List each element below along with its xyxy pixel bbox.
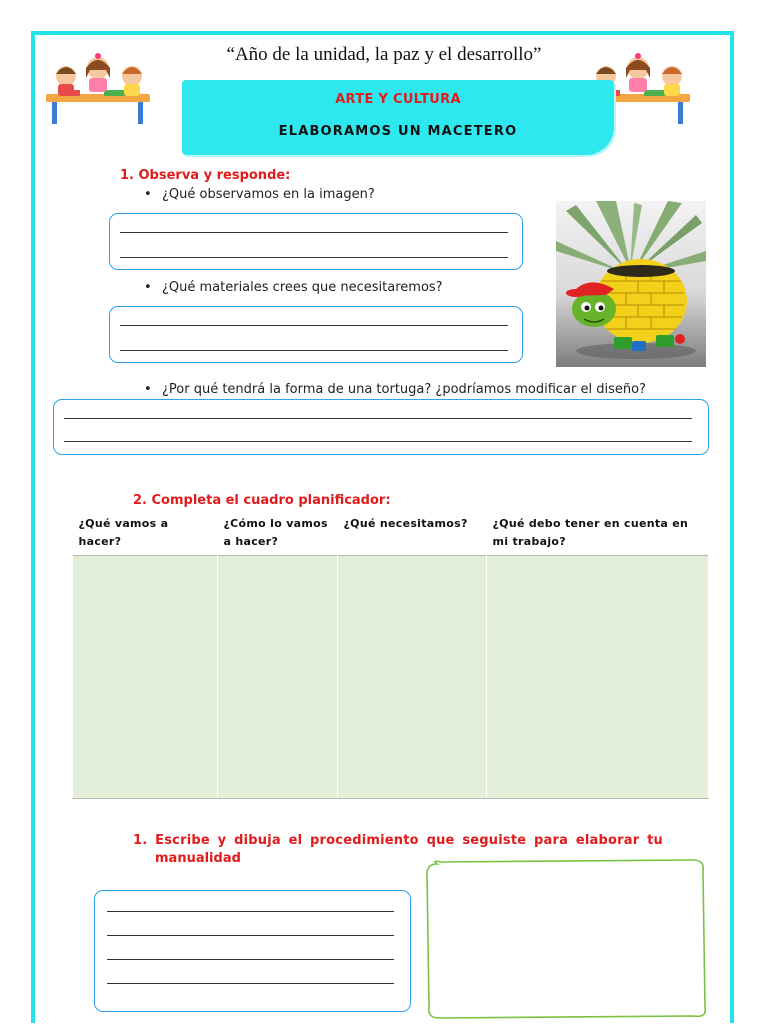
question-2-text: ¿Qué materiales crees que necesitaremos? <box>162 280 443 295</box>
section1-heading: 1. Observa y responde: <box>120 168 291 183</box>
question-3-text: ¿Por qué tendrá la forma de una tortuga? ¿podríamos modificar el diseño? <box>162 382 646 397</box>
answer-line <box>64 418 692 419</box>
answer-line <box>107 911 394 912</box>
question-1 <box>144 187 375 202</box>
question-2 <box>144 280 443 295</box>
activity-title: ELABORAMOS UN MACETERO <box>278 124 518 139</box>
answer-line <box>107 983 394 984</box>
answer-box-3[interactable] <box>53 399 709 455</box>
kids-illustration-left <box>42 50 154 128</box>
bullet-icon: • <box>144 382 152 397</box>
answer-box-1[interactable] <box>109 213 523 270</box>
column-header-needs: ¿Qué necesitamos? <box>343 517 468 530</box>
planning-table <box>72 512 709 799</box>
planning-cell-needs[interactable] <box>338 556 487 799</box>
question-1-text: ¿Qué observamos en la imagen? <box>162 187 375 202</box>
column-header-how: ¿Cómo lo vamos a hacer? <box>223 517 328 548</box>
answer-line <box>107 935 394 936</box>
column-header-consider: ¿Qué debo tener en cuenta en mi trabajo? <box>492 517 689 548</box>
section2-heading: 2. Completa el cuadro planificador: <box>133 493 391 508</box>
drawing-area[interactable] <box>423 858 709 1020</box>
question-3 <box>144 382 646 397</box>
procedure-text-box[interactable] <box>94 890 411 1012</box>
section3-heading: 1. Escribe y dibuja el procedimiento que seguiste para elaborar tu <box>133 833 663 848</box>
section3-heading-cont: manualidad <box>155 851 241 866</box>
answer-line <box>120 350 508 351</box>
bullet-icon: • <box>144 187 152 202</box>
planning-cell-consider[interactable] <box>487 556 709 799</box>
motto: “Año de la unidad, la paz y el desarrollo” <box>226 44 542 65</box>
planning-cell-what[interactable] <box>73 556 218 799</box>
answer-line <box>120 257 508 258</box>
turtle-planter-photo <box>556 201 706 367</box>
column-header-what: ¿Qué vamos a hacer? <box>78 517 169 548</box>
answer-line <box>120 325 508 326</box>
planning-cell-how[interactable] <box>218 556 338 799</box>
answer-line <box>120 232 508 233</box>
bullet-icon: • <box>144 280 152 295</box>
answer-line <box>107 959 394 960</box>
answer-line <box>64 441 692 442</box>
title-banner <box>182 80 614 155</box>
answer-box-2[interactable] <box>109 306 523 363</box>
subject-title: ARTE Y CULTURA <box>335 92 461 107</box>
